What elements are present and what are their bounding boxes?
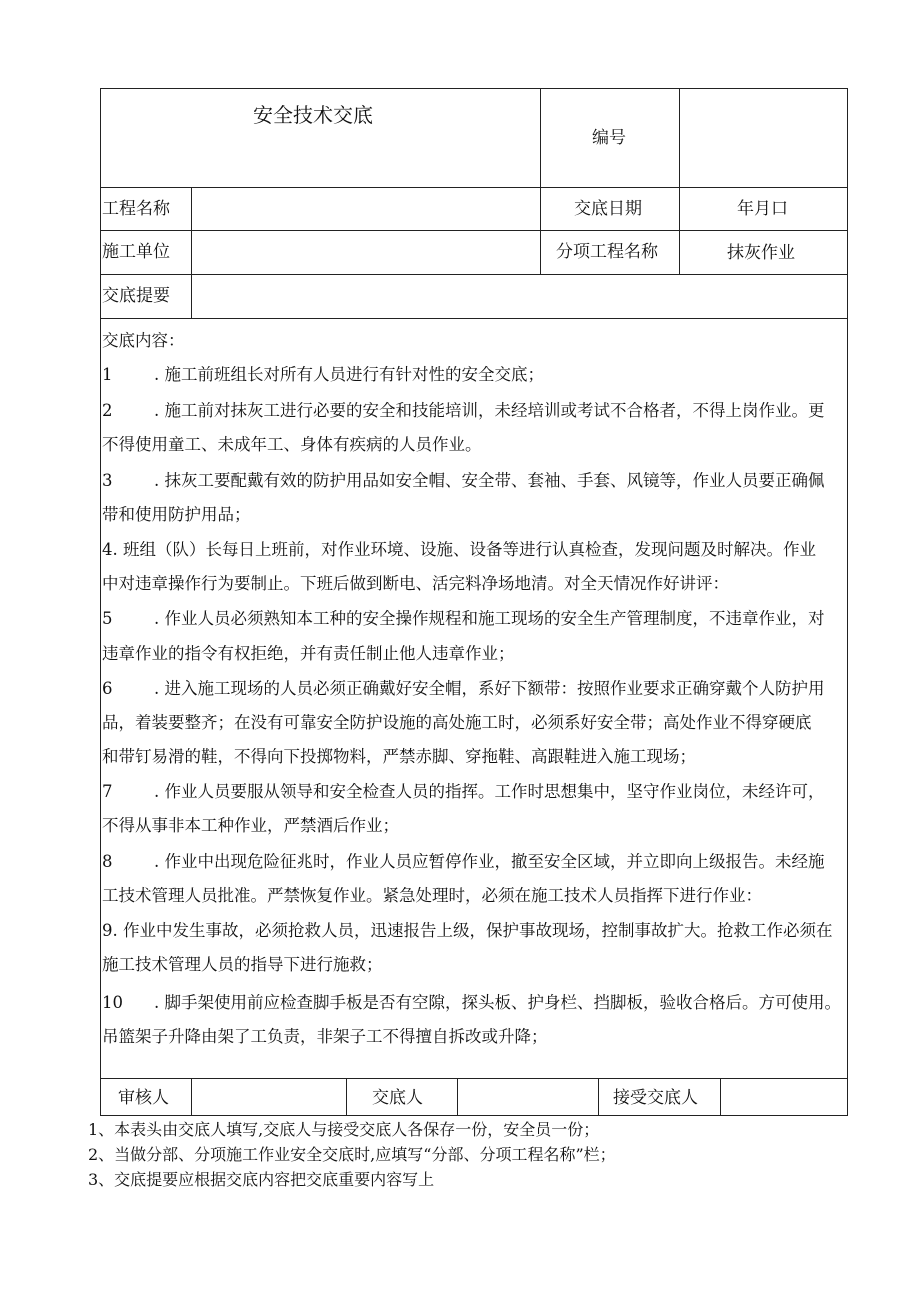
construction-unit-label: 施工单位 — [102, 242, 170, 262]
item-text: 和带钉易滑的鞋，不得向下投掷物料，严禁赤脚、穿拖鞋、高跟鞋进入施工现场； — [102, 747, 696, 766]
row-divider — [100, 318, 848, 319]
subproject-value[interactable]: 抹灰作业 — [727, 243, 795, 263]
content-line — [102, 394, 825, 428]
item-text: 工技术管理人员批准。严禁恢复作业。紧急处理时，必须在施工技术人员指挥下进行作业： — [102, 886, 762, 905]
item-number: 10 — [102, 993, 123, 1012]
item-text: 施工技术管理人员的指导下进行施救； — [102, 955, 383, 974]
row-divider — [100, 187, 848, 188]
item-text: . 作业人员必须熟知本工种的安全操作规程和施工现场的安全生产管理制度，不违章作业，对 — [154, 609, 825, 628]
item-text: 9. 作业中发生事故，必须抢救人员，迅速报告上级，保护事故现场，控制事故扩大。抢救工作必须在 — [102, 921, 833, 940]
content-line — [102, 602, 825, 636]
col-divider — [457, 1078, 458, 1116]
item-number: 7 — [102, 782, 113, 801]
item-text: . 作业人员要服从领导和安全检查人员的指挥。工作时思想集中，坚守作业岗位，未经许可， — [154, 782, 825, 801]
item-text: 品，着装要整齐；在没有可靠安全防护设施的高处施工时，必须系好安全带；高处作业不得穿硬底 — [102, 713, 812, 732]
col-divider — [720, 1078, 721, 1116]
col-divider — [346, 1078, 347, 1116]
content-heading: 交底内容： — [102, 331, 185, 350]
col-divider — [191, 1078, 192, 1116]
item-number: 1 — [102, 365, 113, 384]
reviewer-label: 审核人 — [118, 1088, 169, 1108]
content-line — [102, 428, 482, 462]
item-number: 5 — [102, 609, 113, 628]
content-line — [102, 740, 696, 774]
project-name-label: 工程名称 — [102, 199, 170, 219]
date-label: 交底日期 — [574, 199, 642, 219]
item-text: 4. 班组（队）长每日上班前，对作业环境、设施、设备等进行认真检查，发现问题及时解决。作业 — [102, 540, 816, 559]
footnote: 3、交底提要应根据交底内容把交底重要内容写上 — [88, 1170, 435, 1189]
footnote: 2、当做分部、分项施工作业安全交底时,应填写“分部、分项工程名称”栏； — [88, 1145, 616, 1164]
row-divider — [100, 274, 848, 275]
content-line — [102, 775, 825, 809]
item-number: 2 — [102, 401, 113, 420]
col-divider — [598, 1078, 599, 1116]
item-text: 带和使用防护用品； — [102, 505, 251, 524]
content-line — [102, 845, 825, 879]
item-text: . 脚手架使用前应检查脚手板是否有空隙，探头板、护身栏、挡脚板，验收合格后。方可使用。 — [154, 993, 841, 1012]
content-line — [102, 672, 825, 706]
item-text: 吊篮架子升降由架了工负责，非架子工不得擅自拆改或升降； — [102, 1027, 548, 1046]
item-text: 违章作业的指令有权拒绝，并有责任制止他人违章作业； — [102, 644, 515, 663]
item-text: 中对违章操作行为要制止。下班后做到断电、活完料净场地清。对全天情况作好讲评： — [102, 574, 729, 593]
col-divider — [540, 88, 541, 274]
discloser-label: 交底人 — [372, 1088, 423, 1108]
item-text: . 作业中出现危险征兆时，作业人员应暂停作业，撤至安全区域，并立即向上级报告。未经施 — [154, 852, 825, 871]
content-line — [102, 879, 762, 913]
content-line — [102, 914, 833, 948]
row-divider — [100, 1078, 848, 1079]
content-line — [102, 1020, 548, 1054]
content-line — [102, 809, 399, 843]
row-divider — [100, 230, 848, 231]
item-text: 不得从事非本工种作业，严禁酒后作业； — [102, 816, 399, 835]
item-text: . 进入施工现场的人员必须正确戴好安全帽，系好下额带：按照作业要求正确穿戴个人防护用 — [154, 679, 825, 698]
item-number: 6 — [102, 679, 113, 698]
subproject-label: 分项工程名称 — [556, 242, 658, 262]
item-text: . 抹灰工要配戴有效的防护用品如安全帽、安全带、套袖、手套、风镜等，作业人员要正确佩 — [154, 471, 825, 490]
item-text: 不得使用童工、未成年工、身体有疾病的人员作业。 — [102, 435, 482, 454]
content-line — [102, 567, 729, 601]
receiver-label: 接受交底人 — [613, 1088, 698, 1108]
code-label: 编号 — [592, 128, 626, 148]
content-line — [102, 948, 383, 982]
col-divider — [191, 187, 192, 318]
item-number: 8 — [102, 852, 113, 871]
content-line — [102, 637, 515, 671]
content-line — [102, 533, 816, 567]
content-line — [102, 498, 251, 532]
summary-label: 交底提要 — [102, 286, 170, 306]
content-line — [102, 358, 544, 392]
item-number: 3 — [102, 471, 113, 490]
item-text: . 施工前对抹灰工进行必要的安全和技能培训，未经培训或考试不合格者，不得上岗作业。更 — [154, 401, 825, 420]
footnote: 1、本表头由交底人填写,交底人与接受交底人各保存一份，安全员一份； — [88, 1120, 600, 1139]
content-line — [102, 464, 825, 498]
content-line — [102, 986, 841, 1020]
col-divider — [679, 88, 680, 274]
item-text: . 施工前班组长对所有人员进行有针对性的安全交底； — [154, 365, 544, 384]
content-line — [102, 706, 812, 740]
date-value[interactable]: 年月口 — [737, 199, 788, 219]
form-title: 安全技术交底 — [253, 103, 373, 127]
